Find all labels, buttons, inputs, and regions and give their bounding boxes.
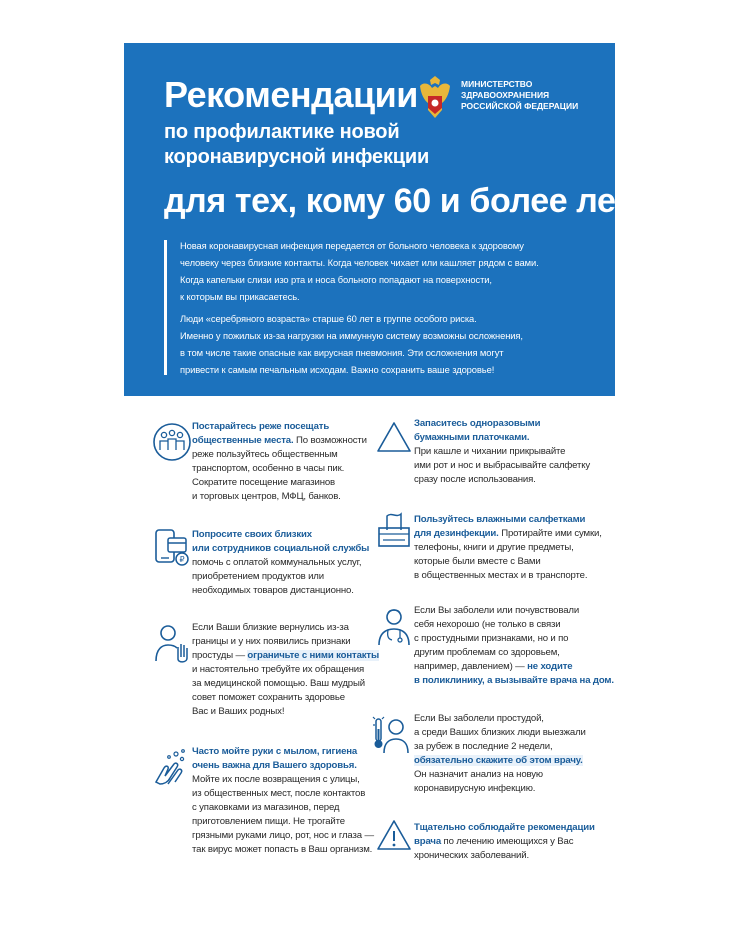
tip-text: ими рот и нос и выбрасывайте салфетку (414, 460, 591, 471)
tip-text: необходимых товаров дистанционно. (192, 585, 354, 596)
tip-text: реже пользуйтесь общественным (192, 449, 338, 460)
tip-text: Сократите посещение магазинов (192, 477, 335, 488)
header-banner (124, 43, 632, 396)
tip-text: для дезинфекции. Протирайте ими сумки, (414, 528, 602, 539)
tip-text: хронических заболеваний. (414, 850, 529, 861)
phone-payment-icon (152, 526, 192, 570)
poster-title: Рекомендации (164, 74, 418, 115)
tip-text: обязательно скажите об этом врачу. (414, 755, 583, 766)
tip-text: телефоны, книги и другие предметы, (414, 542, 574, 553)
tip-text: Мойте их после возвращения с улицы, (192, 774, 360, 785)
tip-text: Вас и Ваших родных! (192, 706, 285, 717)
tip-text: в поликлинику, а вызывайте врача на дом. (414, 675, 614, 686)
exclamation-warning-icon (374, 815, 414, 859)
tip-text: помочь с оплатой коммунальных услуг, (192, 557, 362, 568)
tip-text: Если Вы заболели простудой, (414, 713, 544, 724)
tip-text: за рубеж в последние 2 недели, (414, 741, 553, 752)
tip-text: врача по лечению имеющихся у Вас (414, 836, 574, 847)
tip-text: очень важна для Вашего здоровья. (192, 760, 357, 771)
tip-text: или сотрудников социальной службы (192, 543, 370, 554)
ministry-name-line: МИНИСТЕРСТВО (461, 79, 533, 89)
tip-text: общественные места. По возможности (192, 435, 367, 446)
tip-text: Если Ваши близкие вернулись из-за (192, 622, 349, 633)
tip-text: Часто мойте руки с мылом, гигиена (192, 746, 358, 757)
tip-text: с простудными признаками, но и по (414, 633, 569, 644)
intro-line: Именно у пожилых из-за нагрузки на иммунную систему возможны осложнения, (180, 330, 523, 341)
tip-text: например, давлением) — не ходите (414, 661, 573, 672)
tip-text: сразу после использования. (414, 474, 536, 485)
intro-accent-bar (164, 240, 167, 375)
tip-text: Запаситесь одноразовыми (414, 418, 541, 429)
tip-text: из общественных мест, после контактов (192, 788, 366, 799)
doctor-icon (374, 605, 414, 649)
audience-heading: для тех, кому 60 и более лет (164, 182, 632, 220)
hand-washing-icon (150, 746, 190, 790)
wipes-box-icon (374, 508, 414, 552)
tip-text: себя нехорошо (не только в связи (414, 619, 561, 630)
tip-text: бумажными платочками. (414, 432, 530, 443)
intro-line: привести к самым печальным исходам. Важно сохранить ваше здоровье! (180, 364, 495, 375)
intro-line: Когда капельки слизи изо рта и носа больного попадают на поверхности, (180, 274, 492, 285)
tip-text: транспортом, особенно в часы пик. (192, 463, 345, 474)
tip-text: а среди Ваших близких люди выезжали (414, 727, 586, 738)
tip-text: совет поможет сохранить здоровье (192, 692, 345, 703)
intro-line: к которым вы прикасаетесь. (180, 291, 300, 302)
intro-line: в том числе такие опасные как вирусная пневмония. Эти осложнения могут (180, 347, 504, 358)
crowd-icon (152, 420, 192, 464)
ministry-name-line: ЗДРАВООХРАНЕНИЯ (461, 90, 550, 100)
tip-text: которые были вместе с Вами (414, 556, 541, 567)
thermometer-person-icon (370, 711, 410, 755)
tip-text: Пользуйтесь влажными салфетками (414, 514, 586, 525)
poster (124, 43, 632, 893)
tip-text: Если Вы заболели или почувствовали (414, 605, 580, 616)
tip-text: в общественных местах и в транспорте. (414, 570, 588, 581)
tip-text: другим проблемам со здоровьем, (414, 647, 560, 658)
warning-icon (374, 417, 414, 461)
tip-text: Тщательно соблюдайте рекомендации (414, 822, 595, 833)
intro-line: Новая коронавирусная инфекция передается от больного человека к здоровому (180, 240, 524, 251)
tip-text: и настоятельно требуйте их обращения (192, 664, 365, 675)
ministry-name-line: РОССИЙСКОЙ ФЕДЕРАЦИИ (461, 101, 579, 111)
svg-text:₽: ₽ (179, 555, 185, 564)
intro-line: человеку через близкие контакты. Когда человек чихает или кашляет рядом с вами. (180, 257, 539, 268)
tip-text: так вирус может попасть в Ваш организм. (192, 844, 373, 855)
tip-text: коронавирусную инфекцию. (414, 783, 536, 794)
tip-text: приготовлением пищи. Не трогайте (192, 816, 345, 827)
tip-text: приобретением продуктов или (192, 571, 324, 582)
tip-text: Постарайтесь реже посещать (192, 421, 330, 432)
tip-text: за медицинской помощью. Ваш мудрый (192, 678, 365, 689)
tip-text: простуды — ограничьте с ними контакты (192, 650, 380, 661)
tip-text: грязными руками лицо, рот, нос и глаза — (192, 830, 374, 841)
subtitle-line: по профилактике новой (164, 121, 400, 143)
stop-hand-icon (152, 621, 192, 665)
tip-text: При кашле и чихании прикрывайте (414, 446, 566, 457)
tip-text: Он назначит анализ на новую (414, 769, 543, 780)
tip-text: Попросите своих близких (192, 529, 312, 540)
subtitle-line: коронавирусной инфекции (164, 146, 430, 168)
coat-of-arms-emblem (416, 72, 454, 122)
intro-line: Люди «серебряного возраста» старше 60 лет в группе особого риска. (180, 313, 477, 324)
tip-text: границы и у них появились признаки (192, 636, 351, 647)
tip-text: с упаковками из магазинов, перед (192, 802, 340, 813)
tip-text: и торговых центров, МФЦ, банков. (192, 491, 341, 502)
